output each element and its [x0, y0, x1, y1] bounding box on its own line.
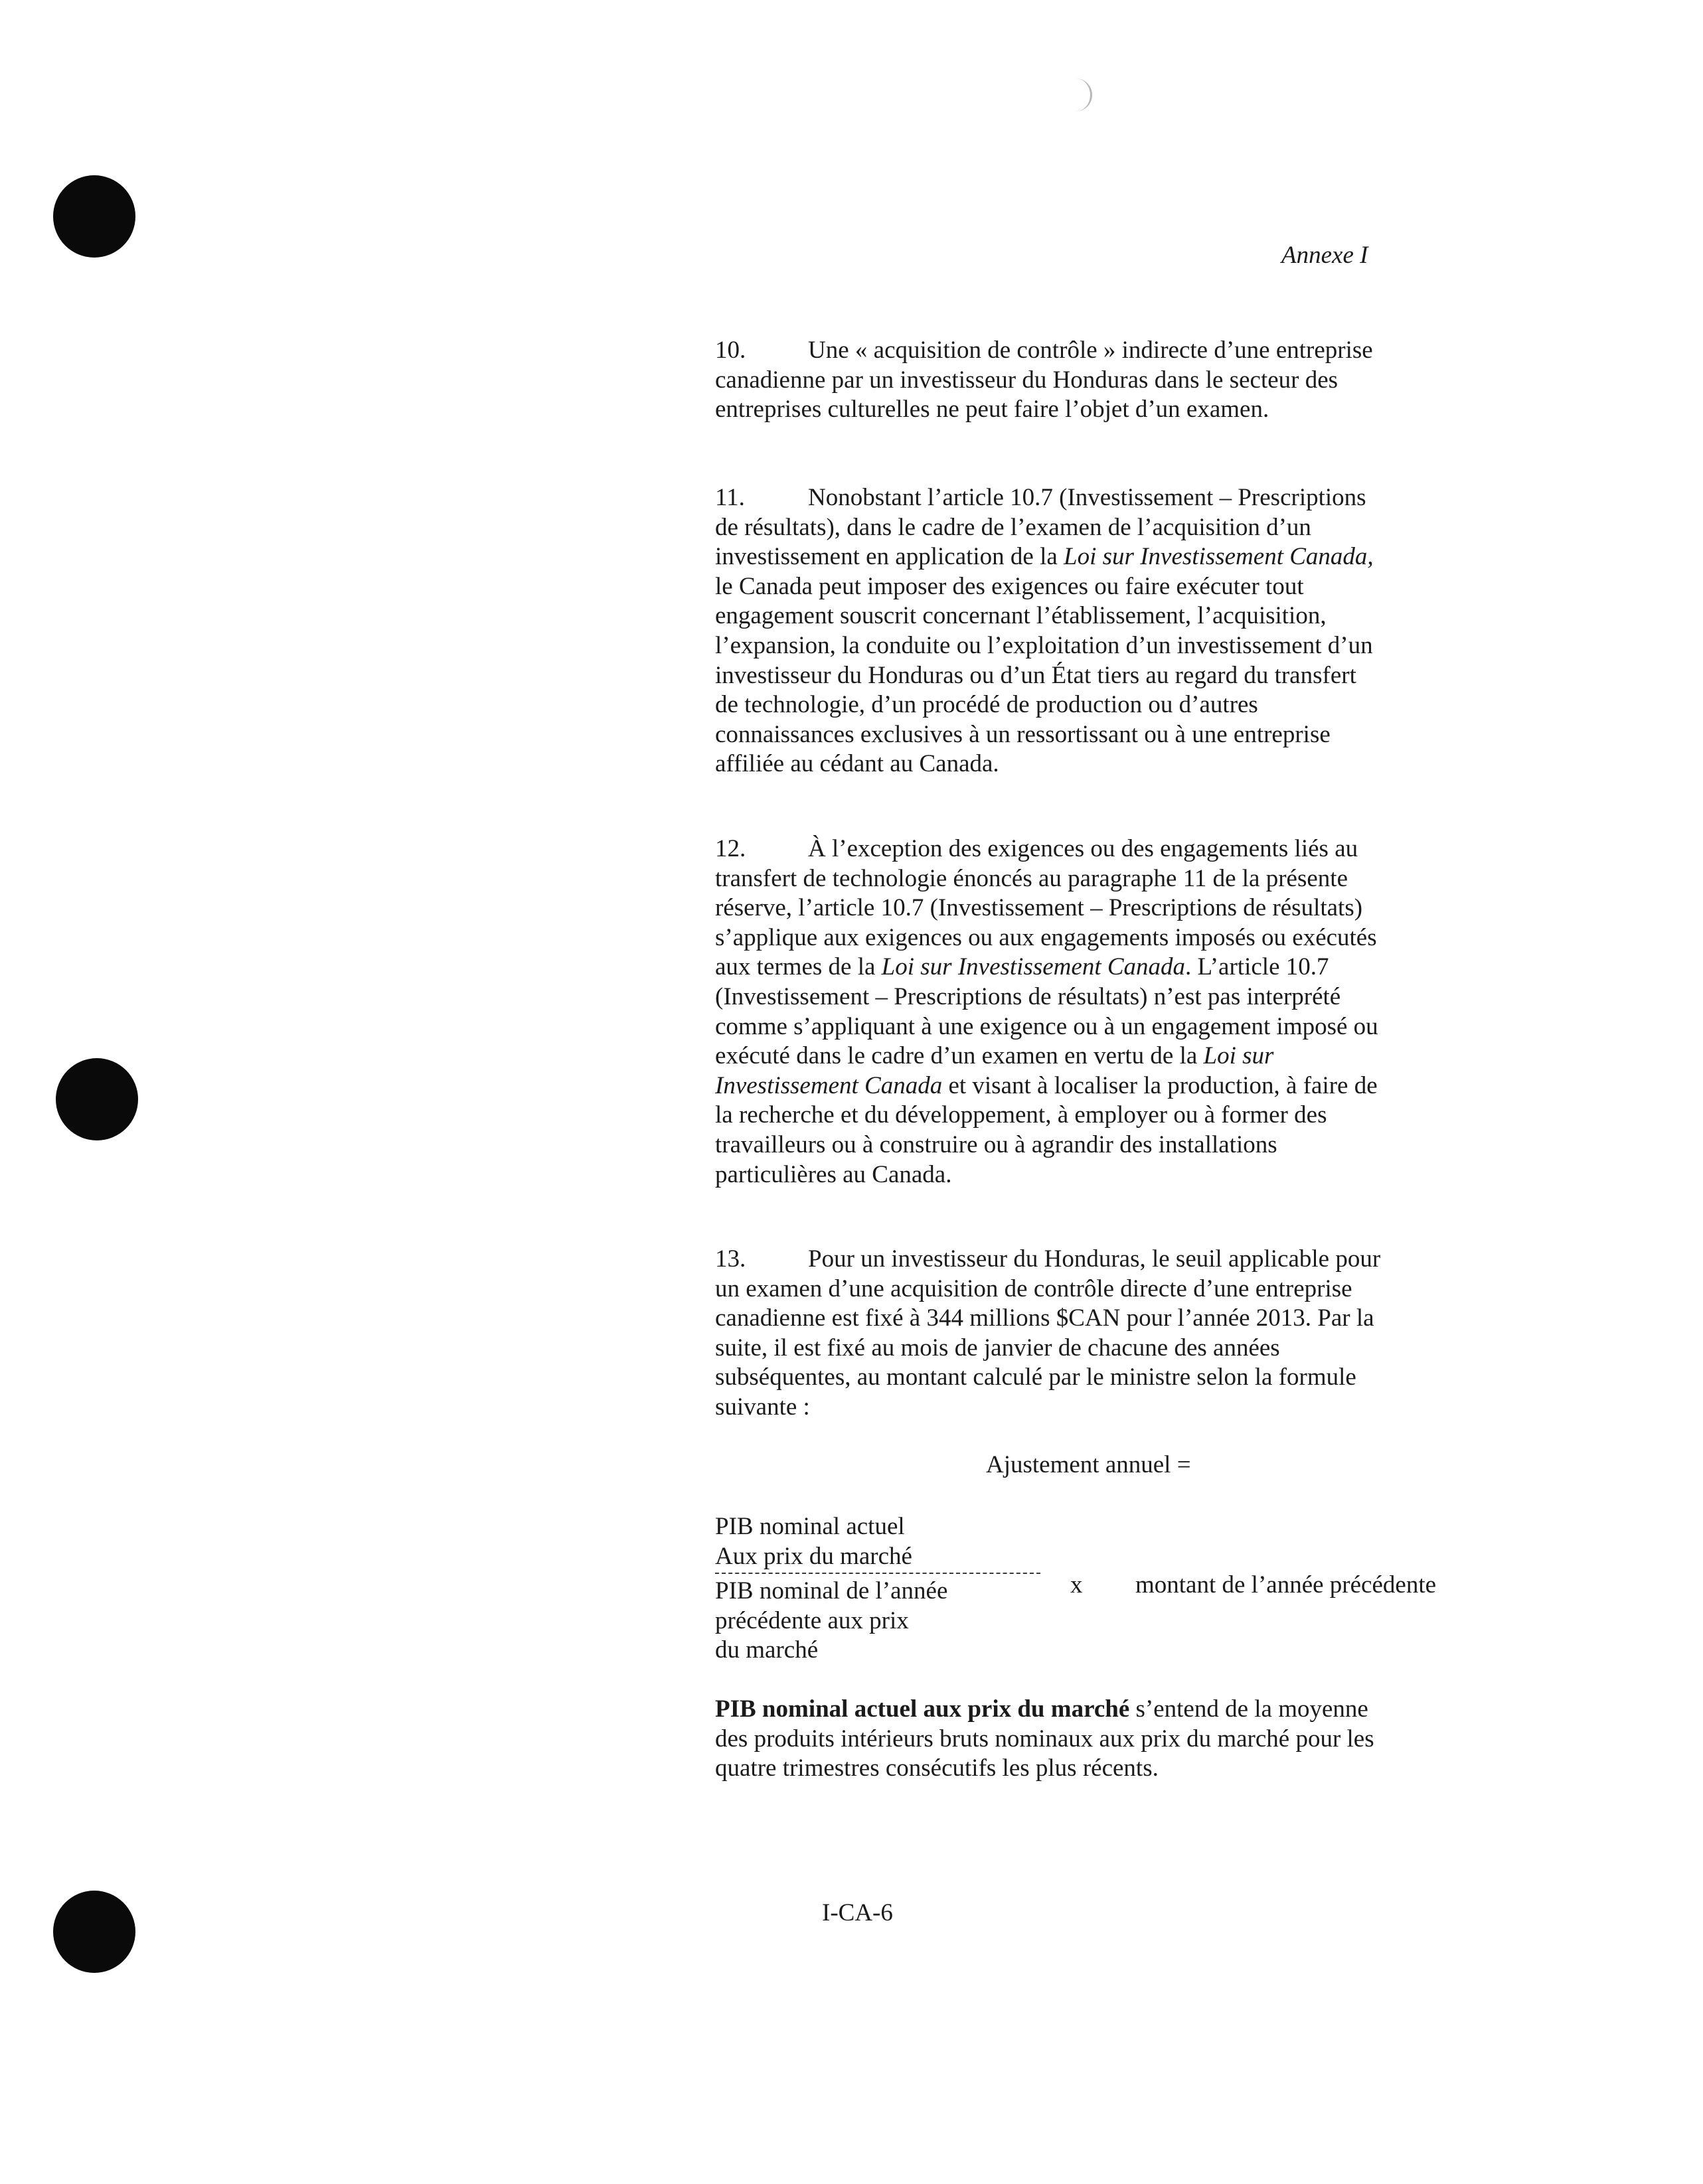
- numerator-line: PIB nominal actuel: [715, 1513, 905, 1540]
- definition-paragraph: [715, 1695, 1386, 1784]
- numerator-line: Aux prix du marché: [715, 1542, 912, 1570]
- paragraph-text: . L’article 10.7 (Investissement – Prescriptions de résultats) n’est pas interprété comme s’appliquant à une exigence ou à un engagement imposé ou exécuté dans le cadre d’un examen en vertu de la: [715, 953, 1378, 1070]
- paragraph-number: 12.: [715, 835, 746, 862]
- denominator-line: précédente aux prix: [715, 1606, 909, 1634]
- law-title: Loi sur Investissement Canada: [715, 1042, 1274, 1099]
- fraction-denominator: [715, 1574, 994, 1666]
- punch-hole-middle: [56, 1058, 138, 1140]
- paragraph-text: Nonobstant l’article 10.7 (Investissement – Prescriptions de résultats), dans le cadre de l’examen de l’acquisition d’un investissement en application de la: [715, 484, 1366, 571]
- denominator-line: PIB nominal de l’année: [715, 1577, 948, 1605]
- paragraph-11: [715, 483, 1386, 779]
- punch-hole-top: [53, 175, 135, 258]
- page-number: I-CA-6: [822, 1899, 893, 1926]
- paragraph-number: 11.: [715, 484, 745, 511]
- annex-header: Annexe I: [1281, 242, 1368, 269]
- multiply-operator: x: [1070, 1571, 1083, 1599]
- formula-title: Ajustement annuel =: [986, 1451, 1191, 1478]
- paragraph-text: Une « acquisition de contrôle » indirecte d’une entreprise canadienne par un investisseur du Honduras dans le secteur des entreprises culturelles ne peut faire l’objet d’un examen.: [715, 337, 1373, 424]
- defined-term: PIB nominal actuel aux prix du marché: [715, 1695, 1130, 1723]
- denominator-line: du marché: [715, 1636, 819, 1664]
- punch-hole-bottom: [53, 1891, 135, 1973]
- paragraph-text: et visant à localiser la production, à faire de la recherche et du développement, à employer ou à former des travailleurs ou à construire ou à agrandir des installations particulières au Canada.: [715, 1071, 1378, 1188]
- paragraph-13: [715, 1245, 1386, 1423]
- formula-multiplier: montant de l’année précédente: [1135, 1571, 1437, 1599]
- scan-mark: [1076, 78, 1092, 112]
- law-title: Loi sur Investissement Canada,: [1064, 543, 1374, 571]
- paragraph-text: À l’exception des exigences ou des engagements liés au transfert de technologie énoncés au paragraphe 11 de la présente réserve, l’article 10.7 (Investissement – Prescriptions de résultats) s’applique aux exigences ou aux engagements imposés ou exécutés aux termes de la: [715, 835, 1377, 981]
- formula-fraction: [715, 1512, 1047, 1666]
- definition-text: s’entend de la moyenne des produits intérieurs bruts nominaux aux prix du marché pour les quatre trimestres consécutifs les plus récents.: [715, 1695, 1374, 1782]
- paragraph-text: Pour un investisseur du Honduras, le seuil applicable pour un examen d’une acquisition de contrôle directe d’une entreprise canadienne est fixé à 344 millions $CAN pour l’année 2013. Par la suite, il est fixé au mois de janvier de chacune des années subséquentes, au montant calculé par le ministre selon la formule suivante :: [715, 1245, 1381, 1421]
- paragraph-text: le Canada peut imposer des exigences ou faire exécuter tout engagement souscrit concernant l’établissement, l’acquisition, l’expansion, la conduite ou l’exploitation d’un investissement d’un investisseur du Honduras ou d’un État tiers au regard du transfert de technologie, d’un procédé de production ou d’autres connaissances exclusives à un ressortissant ou à une entreprise affiliée au cédant au Canada.: [715, 572, 1373, 778]
- paragraph-number: 13.: [715, 1245, 746, 1273]
- fraction-numerator: [715, 1512, 1040, 1574]
- paragraph-number: 10.: [715, 337, 746, 364]
- paragraph-10: [715, 336, 1386, 425]
- law-title: Loi sur Investissement Canada: [881, 953, 1186, 981]
- paragraph-12: [715, 834, 1386, 1190]
